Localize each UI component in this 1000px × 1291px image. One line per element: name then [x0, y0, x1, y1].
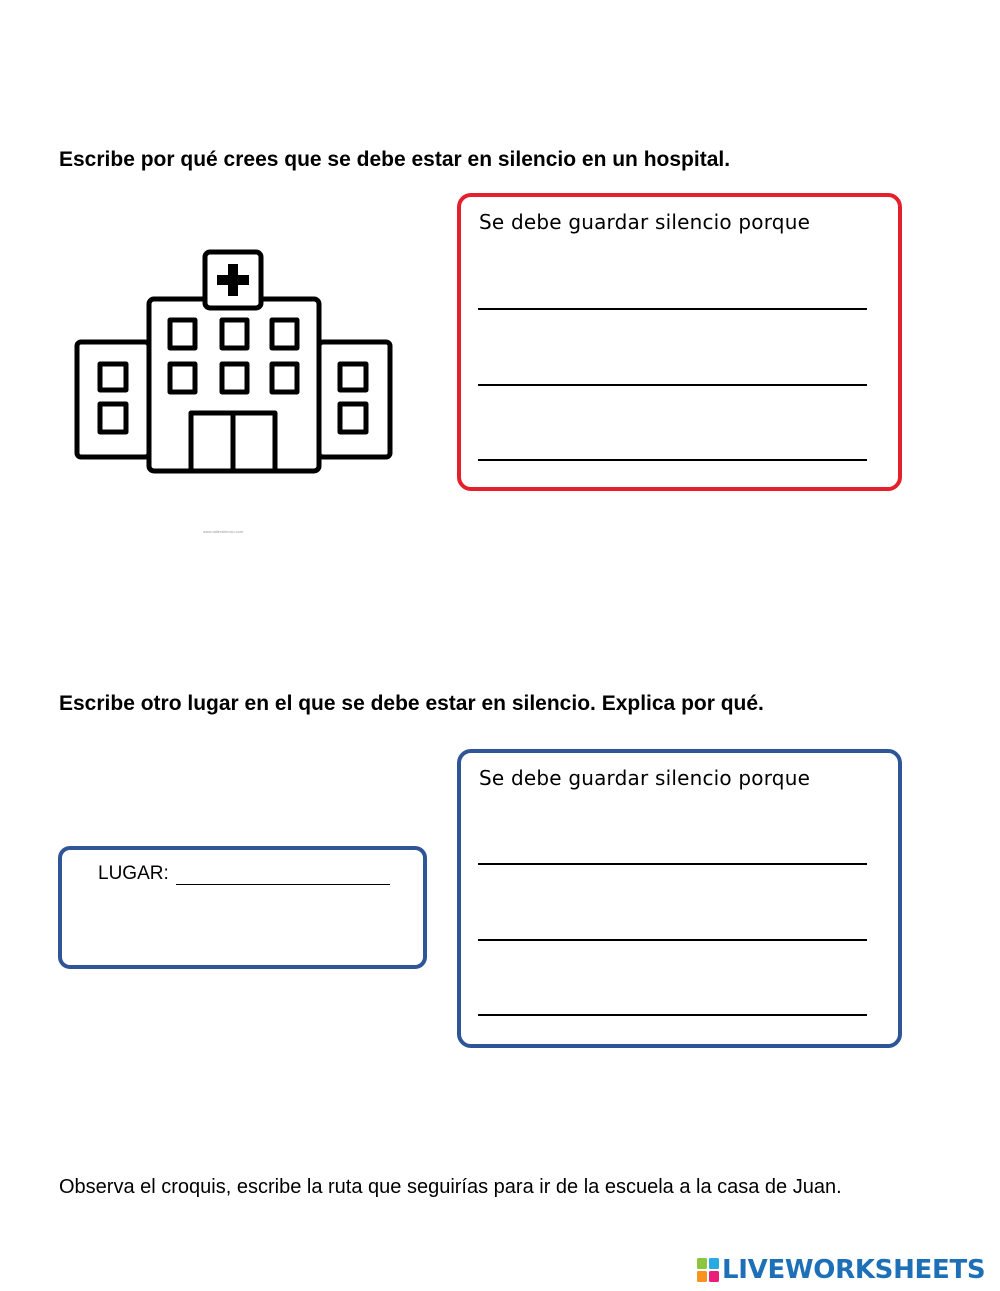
question-2-title: Escribe otro lugar en el que se debe estar en silencio. Explica por qué. — [59, 692, 764, 715]
place-writing-line[interactable] — [176, 884, 390, 885]
answer-prompt: Se debe guardar silencio porque — [479, 766, 811, 790]
image-credit: www.tallersilencio.com — [203, 529, 244, 534]
writing-line[interactable] — [478, 1014, 867, 1016]
answer-box-other-place[interactable] — [457, 749, 902, 1048]
question-3-text: Observa el croquis, escribe la ruta que seguirías para ir de la escuela a la casa de Juan. — [59, 1176, 842, 1198]
writing-line[interactable] — [478, 384, 867, 386]
liveworksheets-logo-icon — [697, 1258, 719, 1282]
hospital-building-icon — [74, 247, 394, 475]
brand-name: LIVEWORKSHEETS — [722, 1255, 986, 1285]
place-label: LUGAR: — [98, 863, 169, 884]
place-answer-box[interactable] — [58, 846, 427, 969]
writing-line[interactable] — [478, 863, 867, 865]
answer-box-hospital[interactable] — [457, 193, 902, 491]
brand-logo — [697, 1255, 985, 1285]
writing-line[interactable] — [478, 939, 867, 941]
answer-prompt: Se debe guardar silencio porque — [479, 210, 811, 234]
question-1-title: Escribe por qué crees que se debe estar en silencio en un hospital. — [59, 148, 731, 171]
writing-line[interactable] — [478, 308, 867, 310]
writing-line[interactable] — [478, 459, 867, 461]
